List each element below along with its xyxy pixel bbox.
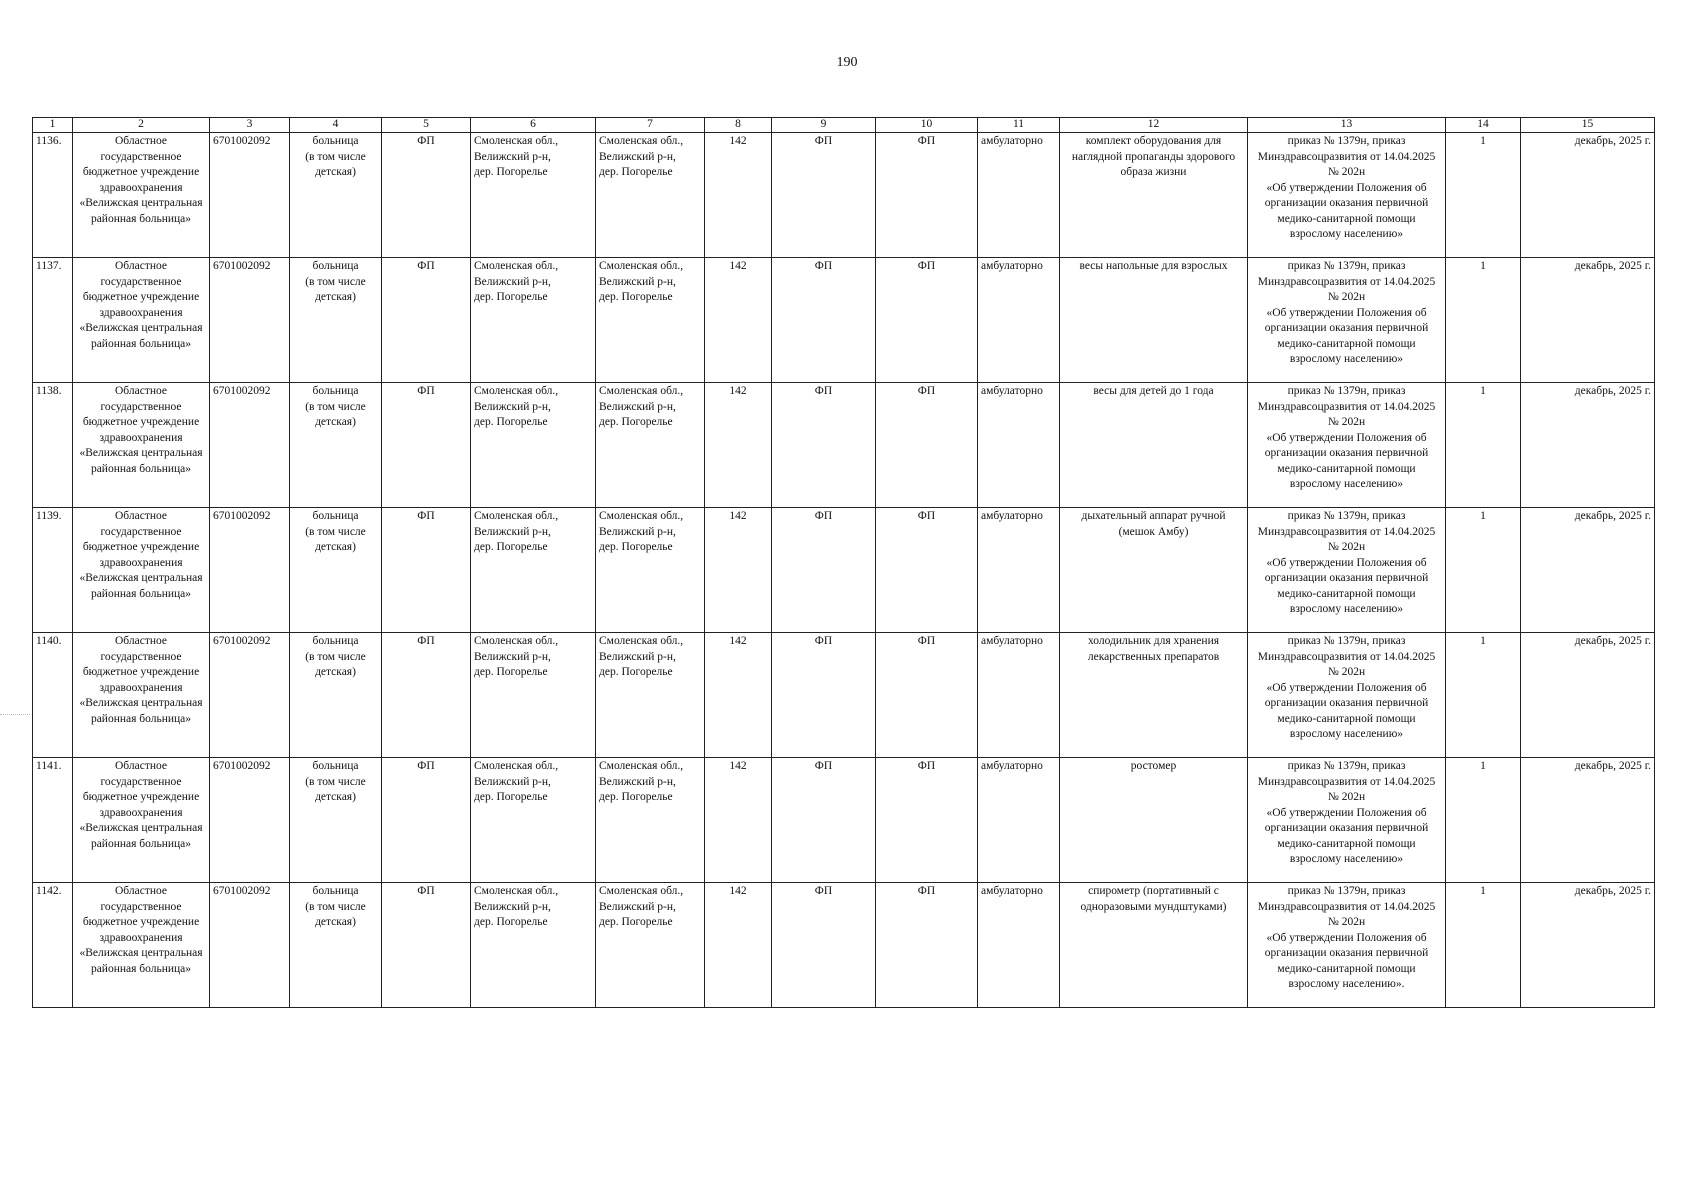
- inn-cell: 6701002092: [210, 758, 290, 883]
- legal-basis-cell: приказ № 1379н, приказ Минздравсоцразвития от 14.04.2025 № 202н «Об утверждении Положения об организации оказания первичной медико-санитарной помощи взрослому населению»: [1248, 383, 1446, 508]
- row-number-cell: 1136.: [33, 133, 73, 258]
- facility-type-cell: больница (в том числе детская): [290, 758, 382, 883]
- column-header: 3: [210, 118, 290, 133]
- address-cell: Смоленская обл., Велижский р-н, дер. Погорелье: [471, 258, 596, 383]
- equipment-cell: комплект оборудования для наглядной пропаганды здорового образа жизни: [1060, 133, 1248, 258]
- column-5-cell: ФП: [382, 383, 471, 508]
- inn-cell: 6701002092: [210, 883, 290, 1008]
- facility-type-cell: больница (в том числе детская): [290, 383, 382, 508]
- column-9-cell: ФП: [772, 758, 876, 883]
- column-8-cell: 142: [705, 258, 772, 383]
- column-10-cell: ФП: [876, 383, 978, 508]
- address-cell: Смоленская обл., Велижский р-н, дер. Погорелье: [471, 508, 596, 633]
- column-5-cell: ФП: [382, 633, 471, 758]
- column-5-cell: ФП: [382, 258, 471, 383]
- organization-cell: Областное государственное бюджетное учреждение здравоохранения «Велижская центральная районная больница»: [73, 133, 210, 258]
- row-number-cell: 1142.: [33, 883, 73, 1008]
- address-cell: Смоленская обл., Велижский р-н, дер. Погорелье: [596, 133, 705, 258]
- column-header: 15: [1521, 118, 1655, 133]
- date-cell: декабрь, 2025 г.: [1521, 633, 1655, 758]
- column-5-cell: ФП: [382, 883, 471, 1008]
- date-cell: декабрь, 2025 г.: [1521, 383, 1655, 508]
- column-8-cell: 142: [705, 633, 772, 758]
- date-cell: декабрь, 2025 г.: [1521, 758, 1655, 883]
- column-header: 10: [876, 118, 978, 133]
- column-9-cell: ФП: [772, 258, 876, 383]
- organization-cell: Областное государственное бюджетное учреждение здравоохранения «Велижская центральная районная больница»: [73, 633, 210, 758]
- quantity-cell: 1: [1446, 258, 1521, 383]
- column-8-cell: 142: [705, 383, 772, 508]
- address-cell: Смоленская обл., Велижский р-н, дер. Погорелье: [596, 883, 705, 1008]
- organization-cell: Областное государственное бюджетное учреждение здравоохранения «Велижская центральная районная больница»: [73, 508, 210, 633]
- facility-type-cell: больница (в том числе детская): [290, 508, 382, 633]
- organization-cell: Областное государственное бюджетное учреждение здравоохранения «Велижская центральная районная больница»: [73, 758, 210, 883]
- table-row: [33, 633, 1655, 758]
- equipment-cell: весы напольные для взрослых: [1060, 258, 1248, 383]
- inn-cell: 6701002092: [210, 633, 290, 758]
- column-10-cell: ФП: [876, 508, 978, 633]
- column-8-cell: 142: [705, 133, 772, 258]
- address-cell: Смоленская обл., Велижский р-н, дер. Погорелье: [471, 758, 596, 883]
- column-number-row: [33, 118, 1655, 133]
- column-header: 5: [382, 118, 471, 133]
- column-5-cell: ФП: [382, 133, 471, 258]
- column-8-cell: 142: [705, 758, 772, 883]
- legal-basis-cell: приказ № 1379н, приказ Минздравсоцразвития от 14.04.2025 № 202н «Об утверждении Положения об организации оказания первичной медико-санитарной помощи взрослому населению».: [1248, 883, 1446, 1008]
- scan-artifact-line: [0, 714, 30, 715]
- address-cell: Смоленская обл., Велижский р-н, дер. Погорелье: [596, 633, 705, 758]
- inn-cell: 6701002092: [210, 508, 290, 633]
- facility-type-cell: больница (в том числе детская): [290, 883, 382, 1008]
- quantity-cell: 1: [1446, 133, 1521, 258]
- inn-cell: 6701002092: [210, 133, 290, 258]
- care-form-cell: амбулаторно: [978, 758, 1060, 883]
- date-cell: декабрь, 2025 г.: [1521, 133, 1655, 258]
- quantity-cell: 1: [1446, 758, 1521, 883]
- organization-cell: Областное государственное бюджетное учреждение здравоохранения «Велижская центральная районная больница»: [73, 383, 210, 508]
- column-5-cell: ФП: [382, 508, 471, 633]
- column-9-cell: ФП: [772, 633, 876, 758]
- date-cell: декабрь, 2025 г.: [1521, 508, 1655, 633]
- equipment-cell: ростомер: [1060, 758, 1248, 883]
- legal-basis-cell: приказ № 1379н, приказ Минздравсоцразвития от 14.04.2025 № 202н «Об утверждении Положения об организации оказания первичной медико-санитарной помощи взрослому населению»: [1248, 258, 1446, 383]
- column-header: 12: [1060, 118, 1248, 133]
- quantity-cell: 1: [1446, 883, 1521, 1008]
- address-cell: Смоленская обл., Велижский р-н, дер. Погорелье: [471, 883, 596, 1008]
- legal-basis-cell: приказ № 1379н, приказ Минздравсоцразвития от 14.04.2025 № 202н «Об утверждении Положения об организации оказания первичной медико-санитарной помощи взрослому населению»: [1248, 633, 1446, 758]
- row-number-cell: 1139.: [33, 508, 73, 633]
- legal-basis-cell: приказ № 1379н, приказ Минздравсоцразвития от 14.04.2025 № 202н «Об утверждении Положения об организации оказания первичной медико-санитарной помощи взрослому населению»: [1248, 508, 1446, 633]
- care-form-cell: амбулаторно: [978, 383, 1060, 508]
- quantity-cell: 1: [1446, 383, 1521, 508]
- equipment-cell: весы для детей до 1 года: [1060, 383, 1248, 508]
- column-10-cell: ФП: [876, 258, 978, 383]
- table-row: [33, 508, 1655, 633]
- column-header: 2: [73, 118, 210, 133]
- column-10-cell: ФП: [876, 633, 978, 758]
- table-row: [33, 383, 1655, 508]
- table-row: [33, 258, 1655, 383]
- facility-type-cell: больница (в том числе детская): [290, 258, 382, 383]
- address-cell: Смоленская обл., Велижский р-н, дер. Погорелье: [596, 508, 705, 633]
- date-cell: декабрь, 2025 г.: [1521, 883, 1655, 1008]
- date-cell: декабрь, 2025 г.: [1521, 258, 1655, 383]
- column-header: 11: [978, 118, 1060, 133]
- column-9-cell: ФП: [772, 508, 876, 633]
- care-form-cell: амбулаторно: [978, 883, 1060, 1008]
- column-9-cell: ФП: [772, 883, 876, 1008]
- row-number-cell: 1140.: [33, 633, 73, 758]
- legal-basis-cell: приказ № 1379н, приказ Минздравсоцразвития от 14.04.2025 № 202н «Об утверждении Положения об организации оказания первичной медико-санитарной помощи взрослому населению»: [1248, 758, 1446, 883]
- address-cell: Смоленская обл., Велижский р-н, дер. Погорелье: [596, 258, 705, 383]
- column-9-cell: ФП: [772, 383, 876, 508]
- column-10-cell: ФП: [876, 758, 978, 883]
- table-row: [33, 883, 1655, 1008]
- column-8-cell: 142: [705, 508, 772, 633]
- column-5-cell: ФП: [382, 758, 471, 883]
- care-form-cell: амбулаторно: [978, 633, 1060, 758]
- inn-cell: 6701002092: [210, 383, 290, 508]
- inn-cell: 6701002092: [210, 258, 290, 383]
- column-10-cell: ФП: [876, 883, 978, 1008]
- address-cell: Смоленская обл., Велижский р-н, дер. Погорелье: [471, 633, 596, 758]
- facility-type-cell: больница (в том числе детская): [290, 133, 382, 258]
- equipment-cell: спирометр (портативный с одноразовыми мундштуками): [1060, 883, 1248, 1008]
- legal-basis-cell: приказ № 1379н, приказ Минздравсоцразвития от 14.04.2025 № 202н «Об утверждении Положения об организации оказания первичной медико-санитарной помощи взрослому населению»: [1248, 133, 1446, 258]
- row-number-cell: 1138.: [33, 383, 73, 508]
- column-header: 14: [1446, 118, 1521, 133]
- column-header: 6: [471, 118, 596, 133]
- organization-cell: Областное государственное бюджетное учреждение здравоохранения «Велижская центральная районная больница»: [73, 883, 210, 1008]
- organization-cell: Областное государственное бюджетное учреждение здравоохранения «Велижская центральная районная больница»: [73, 258, 210, 383]
- table-row: [33, 758, 1655, 883]
- column-header: 13: [1248, 118, 1446, 133]
- address-cell: Смоленская обл., Велижский р-н, дер. Погорелье: [471, 383, 596, 508]
- address-cell: Смоленская обл., Велижский р-н, дер. Погорелье: [596, 758, 705, 883]
- column-9-cell: ФП: [772, 133, 876, 258]
- row-number-cell: 1141.: [33, 758, 73, 883]
- quantity-cell: 1: [1446, 508, 1521, 633]
- column-header: 7: [596, 118, 705, 133]
- care-form-cell: амбулаторно: [978, 508, 1060, 633]
- address-cell: Смоленская обл., Велижский р-н, дер. Погорелье: [471, 133, 596, 258]
- column-header: 1: [33, 118, 73, 133]
- page-number: 190: [836, 55, 858, 70]
- address-cell: Смоленская обл., Велижский р-н, дер. Погорелье: [596, 383, 705, 508]
- care-form-cell: амбулаторно: [978, 258, 1060, 383]
- column-header: 4: [290, 118, 382, 133]
- quantity-cell: 1: [1446, 633, 1521, 758]
- row-number-cell: 1137.: [33, 258, 73, 383]
- equipment-cell: холодильник для хранения лекарственных препаратов: [1060, 633, 1248, 758]
- column-8-cell: 142: [705, 883, 772, 1008]
- table-row: [33, 133, 1655, 258]
- column-header: 9: [772, 118, 876, 133]
- column-10-cell: ФП: [876, 133, 978, 258]
- column-header: 8: [705, 118, 772, 133]
- equipment-cell: дыхательный аппарат ручной (мешок Амбу): [1060, 508, 1248, 633]
- equipment-table: [32, 117, 1655, 1008]
- care-form-cell: амбулаторно: [978, 133, 1060, 258]
- facility-type-cell: больница (в том числе детская): [290, 633, 382, 758]
